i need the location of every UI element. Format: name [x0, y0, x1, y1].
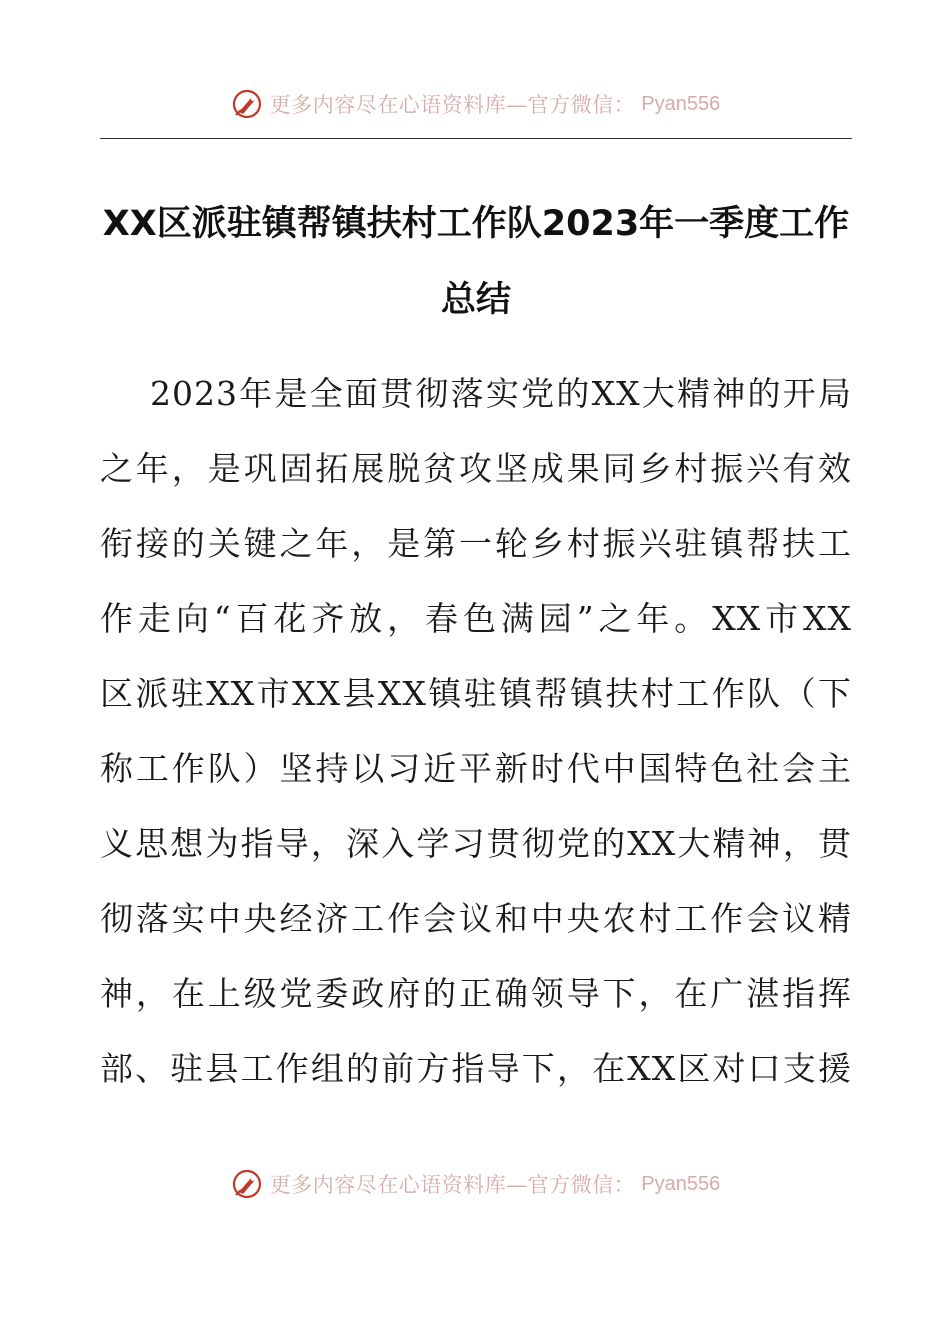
body-line: 之年，是巩固拓展脱贫攻坚成果同乡村振兴有效	[100, 449, 852, 488]
body-line: 彻落实中央经济工作会议和中央农村工作会议精	[100, 899, 852, 938]
body-line: 部、驻县工作组的前方指导下，在XX区对口支援	[100, 1049, 852, 1088]
title-line: 总结	[440, 280, 511, 320]
title-line: XX区派驻镇帮镇扶村工作队2023年一季度工作	[102, 204, 850, 244]
pen-nib-logo-icon	[230, 1167, 264, 1201]
body-line: 称工作队）坚持以习近平新时代中国特色社会主	[100, 749, 852, 788]
body-line: 义思想为指导，深入学习贯彻党的XX大精神，贯	[100, 824, 852, 863]
watermark-handle: Pyan556	[641, 92, 721, 115]
body-line: 作走向“百花齐放，春色满园”之年。XX市XX	[100, 599, 852, 638]
watermark-text: 更多内容尽在心语资料库—官方微信：	[269, 93, 636, 117]
body-line: 2023年是全面贯彻落实党的XX大精神的开局	[150, 374, 852, 413]
pen-nib-logo-icon	[230, 87, 264, 121]
body-line: 区派驻XX市XX县XX镇驻镇帮镇扶村工作队（下	[100, 674, 852, 713]
watermark-handle: Pyan556	[641, 1172, 721, 1195]
watermark-header	[0, 82, 950, 126]
watermark-text: 更多内容尽在心语资料库—官方微信：	[269, 1173, 636, 1197]
body-line: 神，在上级党委政府的正确领导下，在广湛指挥	[100, 974, 852, 1013]
watermark-footer	[0, 1162, 950, 1206]
header-divider	[100, 138, 852, 139]
document-body	[100, 356, 852, 1106]
document-title	[100, 186, 852, 338]
body-line: 衔接的关键之年，是第一轮乡村振兴驻镇帮扶工	[100, 524, 852, 563]
